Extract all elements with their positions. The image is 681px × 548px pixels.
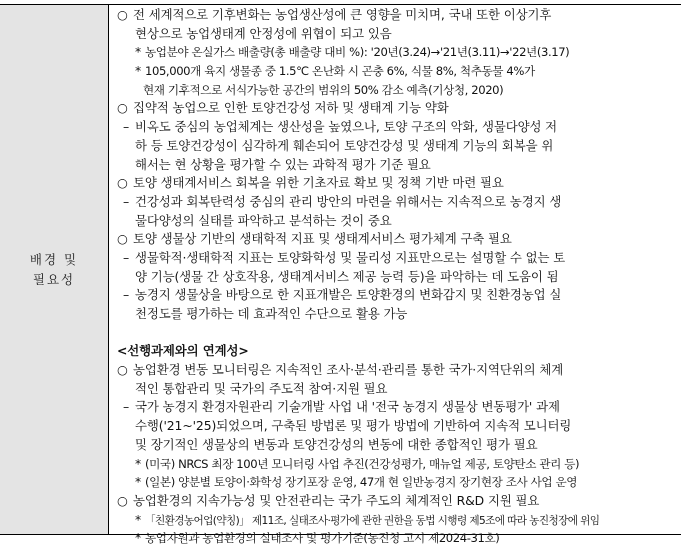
text-line: 해서는 현 상황을 평가할 수 있는 과학적 평가 기준 필요 (135, 156, 431, 172)
section-heading: <선행과제와의 연계성> (117, 343, 249, 359)
star-bullet-icon: * (135, 530, 142, 546)
circle-bullet-icon: ○ (117, 492, 128, 508)
note-item: * (미국) NRCS 최장 100년 모니터링 사업 추진(건강성평가, 매뉴얼 제공, 토양탄소 관리 등) (117, 455, 675, 474)
dash-item: – 생물학적·생태학적 지표는 토양화학성 및 물리성 지표만으로는 설명할 수 없는 토 (117, 249, 675, 268)
dash-item: – 농경지 생물상을 바탕으로 한 지표개발은 토양환경의 변화감지 및 친환경농업 실 (117, 286, 675, 305)
text-line: 양 기능(생물 간 상호작용, 생태계서비스 제공 능력 등)을 파악하는 데 도움이 됨 (135, 268, 559, 284)
dash-item: – 건강성과 회복탄력성 중심의 관리 방안의 마련을 위해서는 지속적으로 농경지 생 (117, 193, 675, 212)
circle-item: ○ 집약적 농업으로 인한 토양건강성 저하 및 생태계 기능 약화 (117, 99, 675, 118)
circle-bullet-icon: ○ (117, 175, 128, 191)
row-label-line2: 필요성 (32, 271, 76, 287)
dash-bullet-icon: – (123, 287, 130, 303)
text-line: 현상으로 농업생태계 안정성에 위협이 되고 있음 (135, 25, 392, 41)
dash-item: – 비옥도 중심의 농업체계는 생산성을 높였으나, 토양 구조의 악화, 생물다양성 저 (117, 118, 675, 137)
circle-item: ○ 토양 생태계서비스 회복을 위한 기초자료 확보 및 정책 기반 마련 필요 (117, 174, 675, 193)
text-line: 하 등 토양건강성이 심각하게 훼손되어 토양건강성 및 생태계 기능의 회복을 위 (135, 137, 554, 153)
star-bullet-icon: * (135, 44, 142, 60)
circle-bullet-icon: ○ (117, 7, 128, 22)
dash-bullet-icon: – (123, 193, 130, 209)
row-label-line1: 배경 및 (29, 251, 79, 267)
dash-bullet-icon: – (123, 119, 130, 135)
circle-item: ○ 농업환경 변동 모니터링은 지속적인 조사·분석·관리를 통한 국가·지역단위의 체계 (117, 361, 675, 380)
text-line: 수행('21~'25)되었으며, 구축된 방법론 및 평가 방법에 기반하여 지속적 모니터링 (135, 418, 572, 434)
note-item: * 105,000개 육지 생물종 중 1.5℃ 온난화 시 곤충 6%, 식물 8%, 척추동물 4%가 (117, 62, 675, 81)
text-line: 현재 기후적으로 서식가능한 공간의 범위의 50% 감소 예측(기상청, 2020) (143, 82, 504, 97)
row-label-cell (0, 5, 109, 534)
background-necessity-table (0, 4, 681, 546)
note-item: * 「친환경농어업(약칭)」 제11조, 실태조사·평가에 관한 권한을 동법 시행령 제5조에 따라 농진청장에 위임 (117, 511, 675, 530)
star-bullet-icon: * (135, 63, 142, 79)
content-cell (109, 5, 681, 546)
circle-bullet-icon: ○ (117, 100, 128, 116)
circle-item: ○ 토양 생물상 기반의 생태학적 지표 및 생태계서비스 평가체계 구축 필요 (117, 230, 675, 249)
text-line: 물다양성의 실태를 파악하고 분석하는 것이 중요 (135, 212, 392, 228)
text-line: 적인 통합관리 및 국가의 주도적 참여·지원 필요 (135, 380, 388, 396)
dash-item: – 국가 농경지 환경자원관리 기술개발 사업 내 '전국 농경지 생물상 변동평가' 과제 (117, 398, 675, 417)
note-item: * 농업자원과 농업환경의 실태조사 및 평가기준(농진청 고시 제2024-31호) (117, 529, 675, 548)
text-line: 천정도를 평가하는 데 효과적인 수단으로 활용 가능 (135, 306, 408, 321)
circle-item: ○ 전 세계적으로 기후변화는 농업생산성에 큰 영향을 미치며, 국내 또한 이상기후 (117, 6, 675, 25)
circle-bullet-icon: ○ (117, 362, 128, 378)
note-item: * (일본) 양분별 토양이·화학성 장기포장 운영, 47개 현 일반농경지 장기현장 조사 사업 운영 (117, 473, 675, 492)
circle-bullet-icon: ○ (117, 231, 128, 247)
spacer (117, 324, 675, 343)
star-bullet-icon: * (135, 455, 142, 471)
star-bullet-icon: * (135, 511, 142, 527)
text-line: 및 장기적인 생물상의 변동과 토양건강성의 변동에 대한 종합적인 평가 필요 (135, 436, 538, 452)
circle-item: ○ 농업환경의 지속가능성 및 안전관리는 국가 주도의 체계적인 R&D 지원 필요 (117, 492, 675, 511)
note-item: * 농업분야 온실가스 배출량(총 배출량 대비 %): '20년(3.24)→'21년(3.11)→'22년(3.17) (117, 43, 675, 62)
dash-bullet-icon: – (123, 249, 130, 265)
dash-bullet-icon: – (123, 399, 130, 415)
star-bullet-icon: * (135, 474, 142, 490)
